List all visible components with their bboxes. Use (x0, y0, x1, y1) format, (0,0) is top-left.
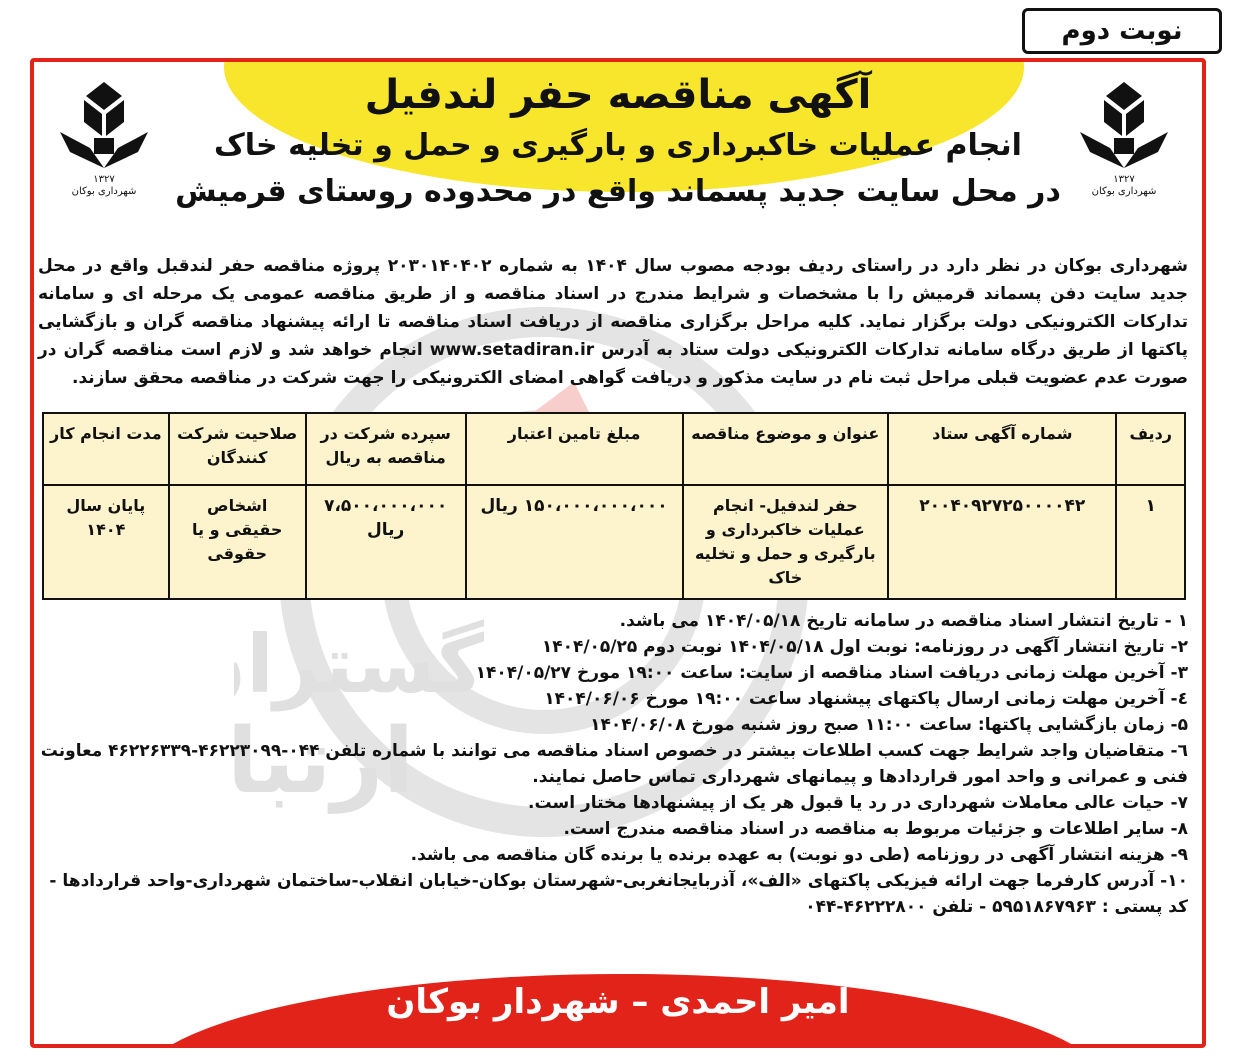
cell-budget: ۱۵۰،۰۰۰،۰۰۰،۰۰۰ ریال (466, 485, 683, 599)
notice-subtitle-2: در محل سایت جدید پسماند واقع در محدوده روستای قرمیش (175, 174, 1061, 209)
cell-subject: حفر لندفیل- انجام عملیات خاکبرداری و بارگیری و حمل و تخلیه خاک (683, 485, 889, 599)
intro-line: انجام خواهد شد و لازم است مناقصه گران در صورت عدم عضویت قبلی مراحل ثبت نام در سایت مذکور و دریافت گواهی امضای الکترونیکی (38, 340, 1188, 388)
cell-setad-no: ۲۰۰۴۰۹۲۷۲۵۰۰۰۰۴۲ (888, 485, 1116, 599)
col-budget: مبلغ تامین اعتبار (466, 413, 683, 485)
col-subject: عنوان و موضوع مناقصه (683, 413, 889, 485)
table-header-row (43, 413, 1185, 485)
cell-duration: پایان سال ۱۴۰۴ (43, 485, 169, 599)
cell-row: ۱ (1116, 485, 1185, 599)
intro-paragraph (38, 252, 1188, 392)
mayor-signature: امیر احمدی – شهردار بوکان (386, 982, 850, 1022)
condition-item: ۵- زمان بازگشایی پاکتها: ساعت ۱۱:۰۰ صبح روز شنبه مورخ ۱۴۰۴/۰۶/۰۸ (590, 715, 1188, 735)
col-deposit: سپرده شرکت در مناقصه به ریال (306, 413, 466, 485)
logo-year: ۱۳۲۷ (93, 174, 115, 185)
intro-line: شهرداری بوکان در نظر دارد در راستای ردیف بودجه مصوب سال ۱۴۰۴ به شماره ۲۰۳۰۱۴۰۴۰۲ پروژه مناقصه حفر لندقبل واقع در محل جدید سایت دفن (38, 256, 1189, 304)
notice-frame (30, 58, 1206, 1048)
notice-subtitle-1: انجام عملیات خاکبرداری و بارگیری و حمل و تخلیه خاک (214, 128, 1022, 163)
col-setad-no: شماره آگهی ستاد (888, 413, 1116, 485)
watermark-word-1: ارتب (260, 709, 414, 814)
condition-item: ۳- آخرین مهلت زمانی دریافت اسناد مناقصه از سایت: ساعت ۱۹:۰۰ مورخ ۱۴۰۴/۰۵/۲۷ (475, 663, 1188, 683)
notice-title: آگهی مناقصه حفر لندفیل (364, 72, 872, 118)
col-qualification: صلاحیت شرکت کنندگان (169, 413, 306, 485)
logo-caption: شهرداری بوکان (71, 186, 137, 197)
edition-badge: نوبت دوم (1022, 8, 1222, 54)
intro-line: پسماند قرمیش را با مشخصات و شرایط مندرج در اسناد مناقصه و از طریق مناقصه عمومی یک مرحله ای و سامانه تدارکات الکترونیکی دولت برگزار نماید. کلیه (38, 284, 1189, 332)
setad-url-link[interactable]: www.setadiran.ir (429, 340, 595, 360)
watermark-word-2: گسترا (246, 618, 484, 711)
condition-item: ۸- سایر اطلاعات و جزئیات مربوط به مناقصه در اسناد مناقصه مندرج است. (563, 819, 1188, 839)
col-duration: مدت انجام کار (43, 413, 169, 485)
condition-item: ٦- متقاضیان واجد شرایط جهت کسب اطلاعات بیشتر در خصوص اسناد مناقصه می توانند با شماره تلفن ۰۴۴-۴۶۲۲۳۰۹۹-۴۶۲۲۶۳۳۹ معاونت فنی و عمرانی و واحد امور قراردادها و پیمانهای شهرداری تماس حاصل نمایند. (40, 741, 1188, 787)
condition-item: ٤- آخرین مهلت زمانی ارسال پاکتهای پیشنهاد ساعت ۱۹:۰۰ مورخ ۱۴۰۴/۰۶/۰۶ (544, 689, 1188, 709)
logo-caption: شهرداری بوکان (1091, 186, 1157, 197)
cell-qualification: اشخاص حقیقی و یا حقوقی (169, 485, 306, 599)
col-row: ردیف (1116, 413, 1185, 485)
condition-item: ۲- تاریخ انتشار آگهی در روزنامه: نوبت اول ۱۴۰۴/۰۵/۱۸ نوبت دوم ۱۴۰۴/۰۵/۲۵ (541, 637, 1188, 657)
intro-line: مراحل برگزاری مناقصه از دریافت اسناد مناقصه تا ارائه پیشنهاد مناقصه گران و بازگشایی پاکتها از طریق درگاه سامانه تدارکات الکترونیکی دولت ستاد به آدرس (38, 312, 1188, 360)
tender-table (42, 412, 1186, 600)
logo-year: ۱۳۲۷ (1113, 174, 1135, 185)
condition-item: ۷- حیات عالی معاملات شهرداری در رد یا قبول هر یک از پیشنهادها مختار است. (528, 793, 1188, 813)
cell-deposit: ۷،۵۰۰،۰۰۰،۰۰۰ ریال (306, 485, 466, 599)
conditions-list (38, 608, 1188, 920)
condition-item: ۱۰- آدرس کارفرما جهت ارائه فیزیکی پاکتهای «الف»، آذربایجانغربی-شهرستان بوکان-خیابان انقلاب-ساختمان شهرداری-واحد قراردادها - کد پستی : ۵۹۵۱۸۶۷۹۶۳ - تلفن ۴۶۲۲۲۸۰۰-۰۴۴ (49, 871, 1188, 917)
condition-item: ۱ - تاریخ انتشار اسناد مناقصه در سامانه تاریخ ۱۴۰۴/۰۵/۱۸ می باشد. (619, 611, 1188, 631)
condition-item: ۹- هزینه انتشار آگهی در روزنامه (طی دو نوبت) به عهده برنده یا برنده گان مناقصه می باشد. (410, 845, 1188, 865)
intro-line: را جهت شرکت در مناقصه محقق سازند. (71, 368, 407, 388)
table-row (43, 485, 1185, 599)
